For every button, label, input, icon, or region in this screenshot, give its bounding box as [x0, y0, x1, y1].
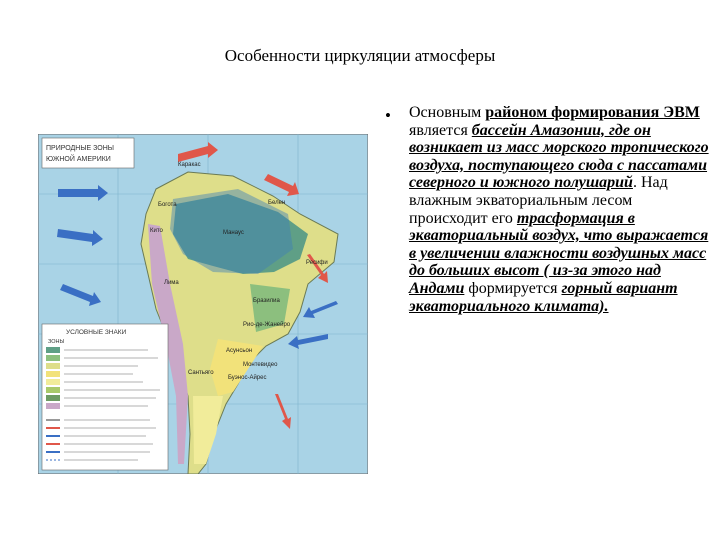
place-label: Кито — [150, 228, 163, 234]
text-run: формируется — [464, 279, 562, 297]
legend-title: УСЛОВНЫЕ ЗНАКИ — [66, 329, 127, 336]
place-label: Бразилиа — [253, 298, 280, 304]
south-america-map — [38, 134, 368, 474]
place-label: Каракас — [178, 162, 201, 168]
place-label: Ресифи — [306, 260, 328, 266]
text-run-emphasis: районом формирования ЭВМ — [485, 104, 700, 121]
place-label: Белен — [268, 200, 286, 206]
text-run-emphasis: горный вариант экваториального климата). — [409, 279, 678, 315]
map-legend — [42, 324, 168, 470]
map-header-line1: ПРИРОДНЫЕ ЗОНЫ — [46, 145, 114, 152]
place-label: Рио-де-Жанейро — [243, 322, 291, 328]
place-label: Монтевидео — [243, 362, 278, 368]
map-header-box — [42, 138, 134, 168]
legend-zones: ЗОНЫ — [48, 339, 65, 345]
place-label: Буэнос-Айрес — [228, 375, 267, 381]
place-label: Лима — [164, 280, 179, 286]
place-label: Богота — [158, 202, 177, 208]
place-label: Асунсьон — [226, 348, 253, 354]
text-run: является — [409, 121, 472, 139]
text-run: . Над влажным экваториальным лесом происходит его — [409, 174, 668, 227]
text-run: Основным — [409, 104, 486, 121]
bullet-marker: • — [385, 106, 391, 125]
slide-title: Особенности циркуляции атмосферы — [224, 46, 496, 65]
text-run-emphasis: трасформация в экваториальный воздух, что выражается в увеличении влажности воздушных масс до больших высот ( из-за этого над Андами — [409, 209, 709, 297]
map-header-line2: ЮЖНОЙ АМЕРИКИ — [46, 156, 111, 163]
natural-zones-map — [38, 134, 368, 474]
text-run-emphasis: бассейн Амазонии, где он возникает из масс морского тропического воздуха, поступающего сюда с пассатами северного и южного полушарий — [409, 121, 709, 192]
place-label: Манаус — [223, 230, 244, 236]
place-label: Сантьяго — [188, 370, 214, 376]
bullet-paragraph — [409, 104, 709, 315]
